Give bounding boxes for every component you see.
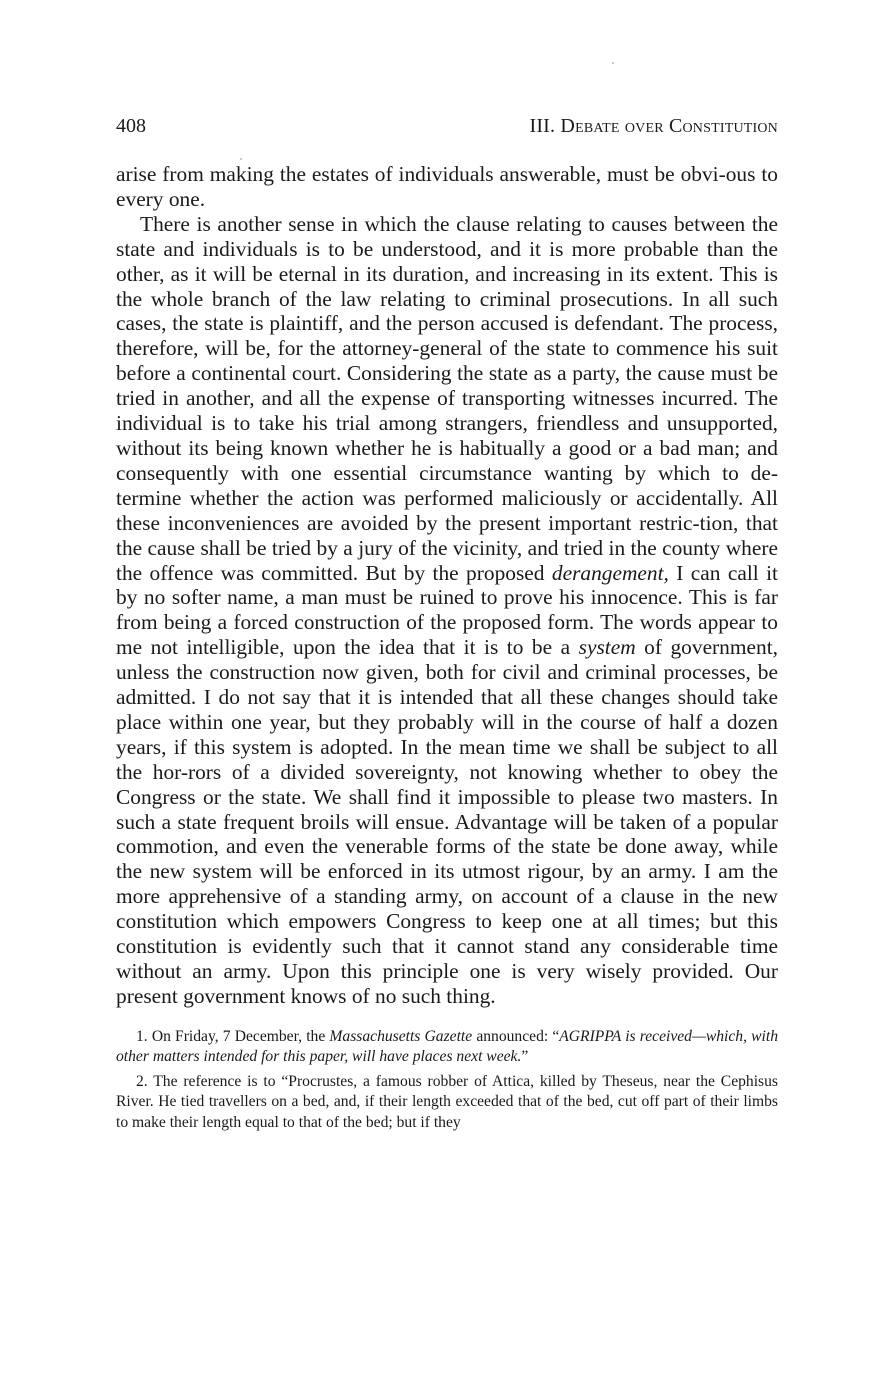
scan-speck <box>612 62 614 64</box>
footnote-text-part: announced: “ <box>472 1027 560 1045</box>
footnote-text-part: ” <box>521 1048 529 1066</box>
paragraph-text-part: of government, unless the construction now given, both for civil and criminal processes, be admitted. I do not say that it is intended that all these changes should take place within one year, but they probably will in the course of half a dozen years, if this system is adopted. In the mean time we shall be subject to all the hor-rors of a divided sovereignty, not knowing whether to obey the Congress or the state. We shall find it impossible to please two masters. In such a state frequent broils will ensue. Advantage will be taken of a popular commotion, and even the venerable forms of the state be done away, while the new system will be enforced in its utmost rigour, by an army. I am the more apprehensive of a standing army, on account of a clause in the new constitution which empowers Congress to keep one at all times; but this constitution is evidently such that it cannot stand any considerable time without an army. Upon this principle one is very wisely provided. Our present government knows of no such thing. <box>116 635 778 1008</box>
document-page <box>116 112 778 1137</box>
body-text <box>116 162 778 1009</box>
paragraph-text-part: There is another sense in which the clause relating to causes between the state and individuals is to be understood, and it is more probable than the other, as it will be eternal in its duration, and increasing in its extent. This is the whole branch of the law relating to criminal prosecutions. In all such cases, the state is plaintiff, and the person accused is defendant. The process, therefore, will be, for the attorney-general of the state to commence his suit before a continental court. Considering the state as a party, the cause must be tried in another, and all the expense of transporting witnesses incurred. The individual is to take his trial among strangers, friendless and unsupported, without its being known whether he is habitually a good or a bad man; and consequently with one essential circumstance wanting by which to de-termine whether the action was performed maliciously or accidentally. All these inconveniences are avoided by the present important restric-tion, that the cause shall be tried by a jury of the vicinity, and tried in the county where the offence was committed. But by the proposed <box>116 211 778 585</box>
running-title: III. Debate over Constitution <box>529 115 778 137</box>
italic-quotation: AGRIPPA is received—which, with other matters intended for this paper, will have places next week. <box>116 1027 778 1066</box>
footnote-2: 2. The reference is to “Procrustes, a famous robber of Attica, killed by Theseus, near the Cephisus River. He tied travellers on a bed, and, if their length exceeded that of the bed, cut off part of their limbs to make their length equal to that of the bed; but if they <box>116 1072 778 1131</box>
italic-system: system <box>578 635 636 660</box>
italic-newspaper-title: Massachusetts Gazette <box>329 1027 473 1045</box>
scan-speck <box>240 158 242 160</box>
italic-derangement: derangement, <box>551 560 669 585</box>
paragraph-text-part: I can call it by no softer name, a man must be ruined to prove his innocence. This is far from being a forced construction of the proposed form. The words appear to me not intelligible, upon the idea that it is to be a <box>116 560 778 660</box>
footnote-1 <box>116 1027 778 1068</box>
page-number: 408 <box>116 115 146 137</box>
footnote-text-part: 1. On Friday, 7 December, the <box>136 1027 330 1045</box>
running-header <box>116 112 778 140</box>
footnotes <box>116 1027 778 1134</box>
paragraph-main <box>116 212 778 1009</box>
paragraph-continued: arise from making the estates of individuals answerable, must be obvi-ous to every one. <box>116 162 778 211</box>
